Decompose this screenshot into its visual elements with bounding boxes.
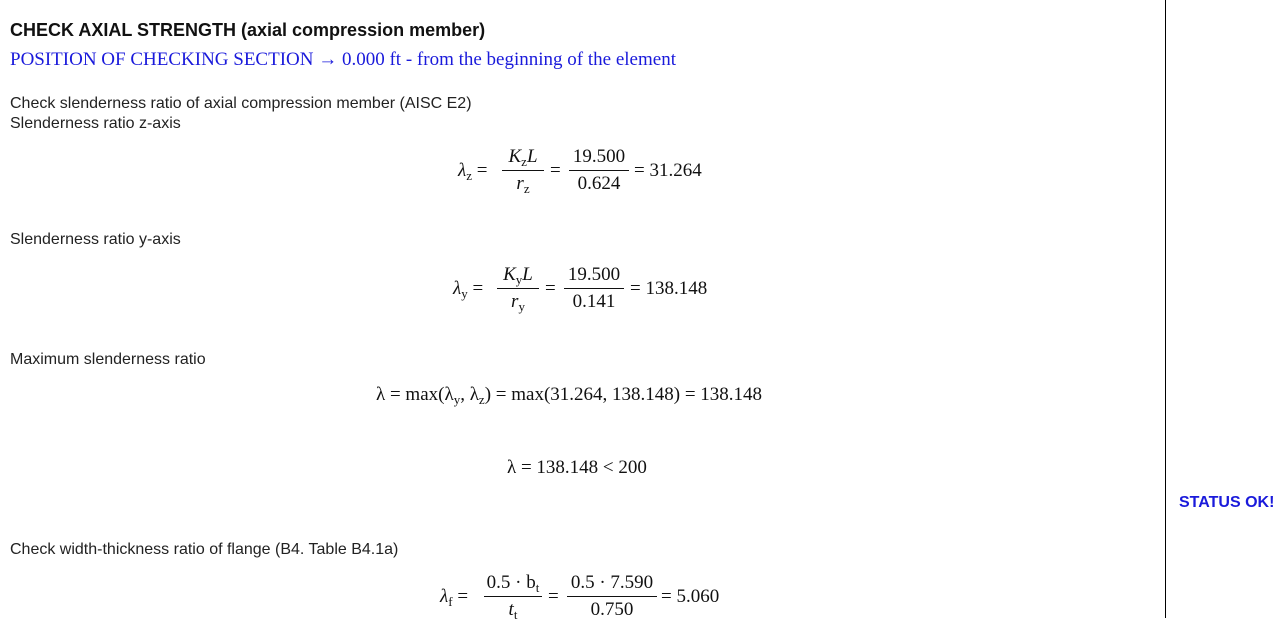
report-content: CHECK AXIAL STRENGTH (axial compression member) POSITION OF CHECKING SECTION → 0.000 ft - from the beginning of the element Check slenderness ratio of axial compression member (AISC E2) Slenderness ratio z-axis $\lambda_z$ = $K_zL$ $r_z$ = $\frac{19.500}{0.624}$ = 31.264 Slenderness ratio y-axis $\lambda_y$ = $K_yL$ $r_y$ = $\frac{19.500}{0.141}$ = 138.148 Maximum slenderness ratio $\lambda = \max(\lambda_y$, $\lambda_z) = \max(31.264$, 138.148) = 138.148 λ = 138.148 < 200 Check width-thickness ratio of flange (B4. Table B4.1a) $\lambda_f$ = $\frac{0.5 \cdot b_t}{t_t}$ = $\frac{0.5 \cdot 7.590}{0.750}$ = 5.060 [10,20,763,622]
flange-ratio-label: Check width-thickness ratio of flange (B4. Table B4.1a) [10,541,399,558]
section-title: CHECK AXIAL STRENGTH (axial compression member) [10,20,486,40]
result-y: = 138.148 [630,278,708,299]
max-slenderness-label: Maximum slenderness ratio [10,351,206,368]
fraction-values-z: $\frac{19.500}{0.624}$ [569,146,629,195]
equation-slenderness-limit: λ = 138.148 < 200 [507,457,647,478]
slenderness-intro: Check slenderness ratio of axial compression member (AISC E2) [10,95,472,112]
result-z: = 31.264 [634,160,702,181]
lambda-z-symbol: λ [458,160,467,181]
z-axis-label: Slenderness ratio z-axis [10,115,181,132]
checking-section-position: POSITION OF CHECKING SECTION → 0.000 ft - from the beginning of the element [10,49,676,70]
status-badge: STATUS OK! [1179,494,1275,511]
fraction-kzl-over-rz: $K_zL$ $r_z$ [502,146,544,195]
lambda-y-symbol: λ [453,278,462,299]
fraction-bt-over-tt: $\frac{0.5 \cdot b_t}{t_t}$ [484,572,542,621]
fraction-values-flange: $\frac{0.5 \cdot 7.590}{0.750}$ [567,572,657,621]
y-axis-label: Slenderness ratio y-axis [10,231,181,248]
equation-max-slenderness: $\lambda = \max(\lambda_y$, $\lambda_z) = \max(31.264$, 138.148) = 138.148 [376,384,763,407]
lambda-f-symbol: λ [440,586,449,607]
fraction-values-y: $\frac{19.500}{0.141}$ [564,264,624,313]
result-flange: = 5.060 [661,586,720,607]
fraction-kyl-over-ry: $K_yL$ $r_y$ [497,264,539,313]
status-column-divider [1165,0,1166,618]
